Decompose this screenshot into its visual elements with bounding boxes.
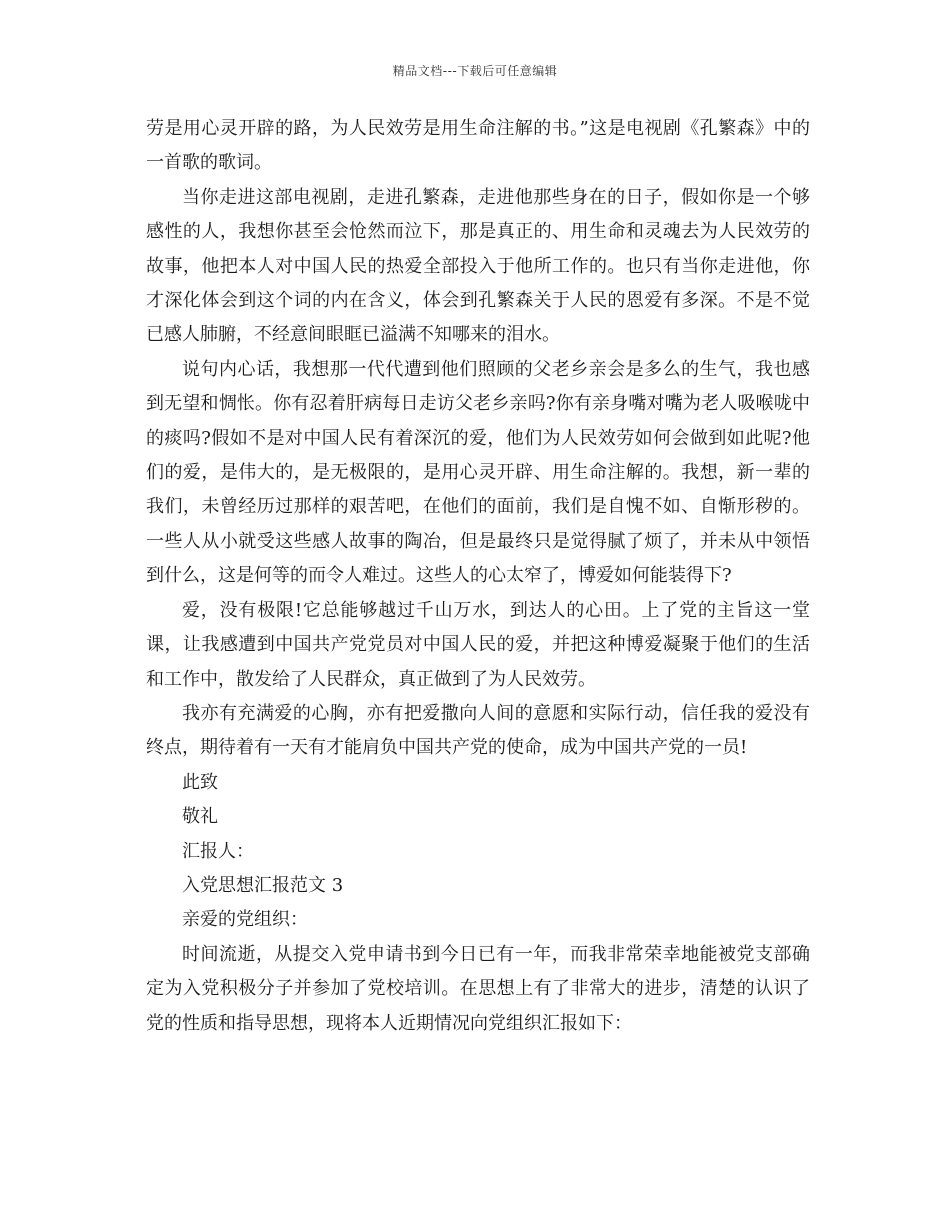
closing-salutation: 此致: [182, 771, 218, 793]
paragraph-2: 当你走进这部电视剧，走进孔繁森，走进他那些身在的日子，假如你是一个够感性的人，我想你甚至会怆然而泣下，那是真正的、用生命和灵魂去为人民效劳的故事，他把本人对中国人民的热爱全部投入于他所工作的。也只有当你走进他，你才深化体会到这个词的内在含义，体会到孔繁森关于人民的恩爱有多深。不是不觉已感人肺腑，不经意间眼眶已溢满不知哪来的泪水。: [146, 186, 810, 346]
paragraph-5: 我亦有充满爱的心胸，亦有把爱撒向人间的意愿和实际行动，信任我的爱没有终点，期待着有一天有才能肩负中国共产党的使命，成为中国共产党的一员!: [146, 702, 810, 759]
reporter-label: 汇报人：: [182, 840, 254, 862]
greeting: 亲爱的党组织：: [182, 909, 308, 931]
paragraph-1: 劳是用心灵开辟的路，为人民效劳是用生命注解的书。”这是电视剧《孔繁森》中的一首歌的歌词。: [146, 118, 810, 174]
paragraph-6: 时间流逝，从提交入党申请书到今日已有一年，而我非常荣幸地能被党支部确定为入党积极分子并参加了党校培训。在思想上有了非常大的进步，清楚的认识了党的性质和指导思想，现将本人近期情况向党组织汇报如下：: [146, 943, 810, 1034]
page-header: 精品文档---下载后可任意编辑: [392, 64, 558, 78]
section-title: 入党思想汇报范文 3: [182, 874, 344, 896]
paragraph-3: 说句内心话，我想那一代代遭到他们照顾的父老乡亲会是多么的生气，我也感到无望和惆怅。你有忍着肝病每日走访父老乡亲吗?你有亲身嘴对嘴为老人吸喉咙中的痰吗?假如不是对中国人民有着深沉的爱，他们为人民效劳如何会做到如此呢?他们的爱，是伟大的，是无极限的，是用心灵开辟、用生命注解的。我想，新一辈的我们，未曾经历过那样的艰苦吧，在他们的面前，我们是自愧不如、自惭形秽的。一些人从小就受这些感人故事的陶冶，但是最终只是觉得腻了烦了，并未从中领悟到什么，这是何等的而令人难过。这些人的心太窄了，博爱如何能装得下?: [146, 358, 810, 587]
paragraph-4: 爱，没有极限!它总能够越过千山万水，到达人的心田。上了党的主旨这一堂课，让我感遭到中国共产党党员对中国人民的爱，并把这种博爱凝聚于他们的生活和工作中，散发给了人民群众，真正做到了为人民效劳。: [146, 599, 810, 690]
document-body: [146, 112, 810, 1041]
closing-regards: 敬礼: [182, 806, 218, 828]
